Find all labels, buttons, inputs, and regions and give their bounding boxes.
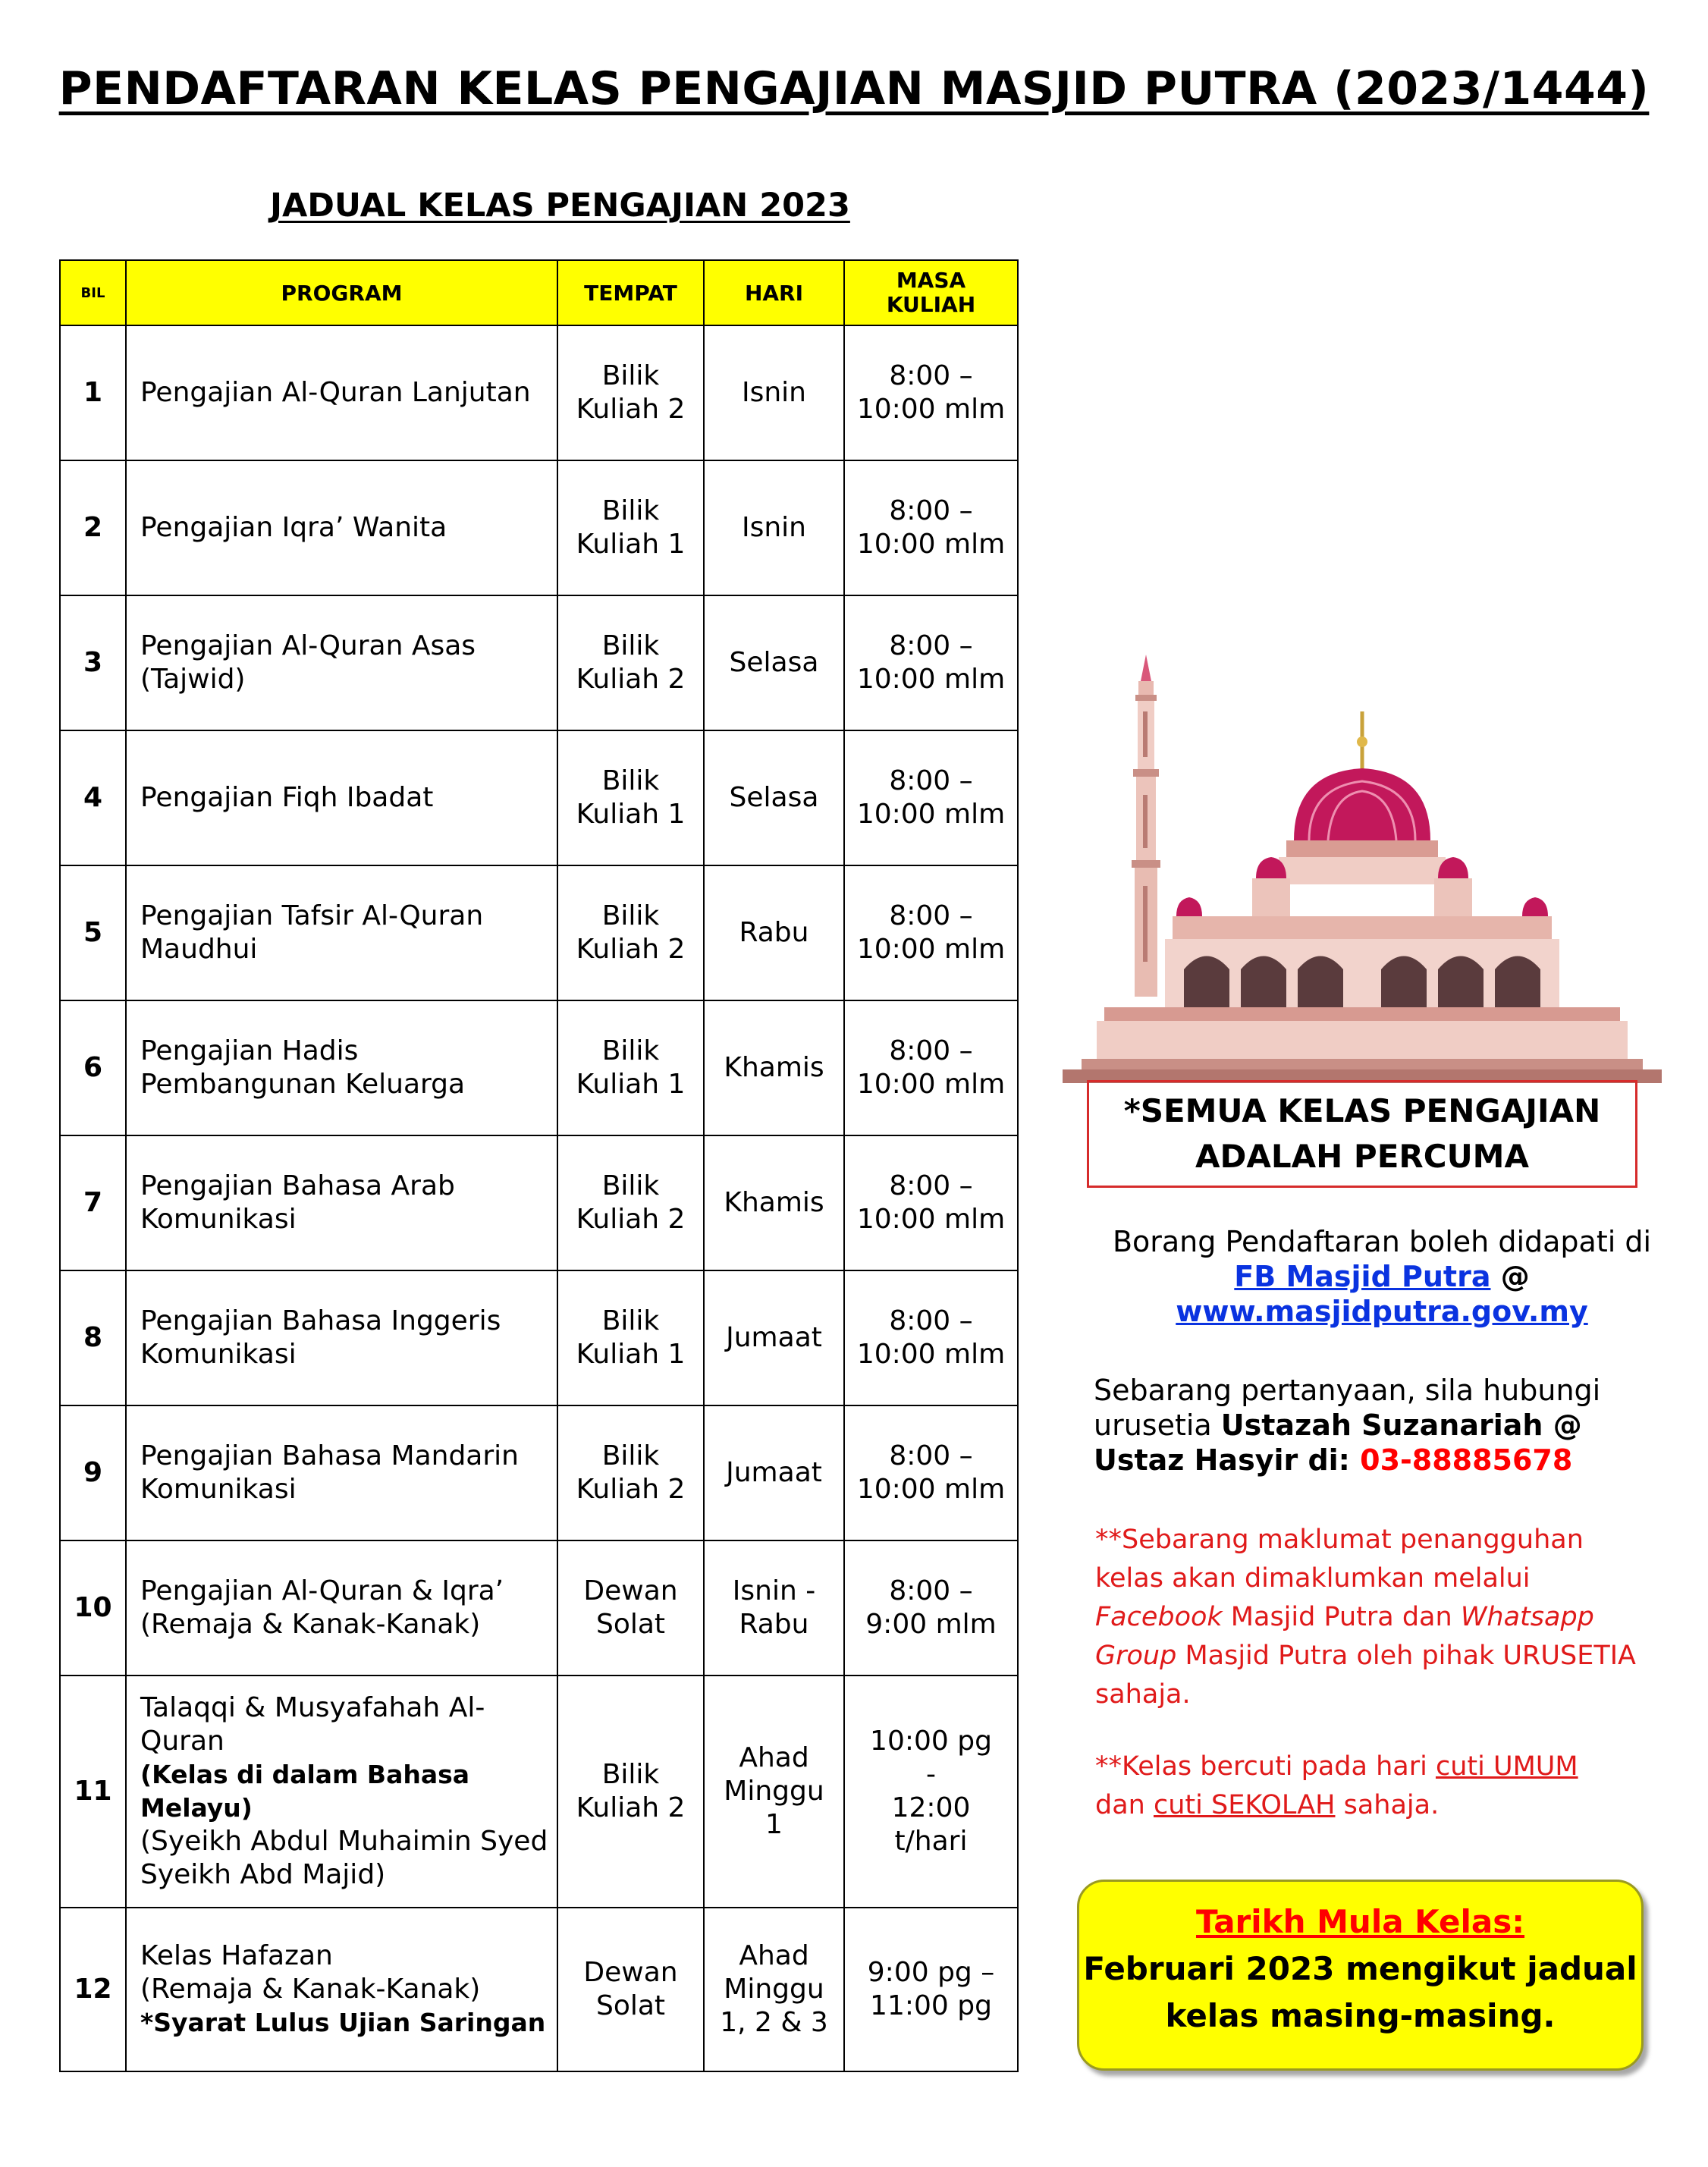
cell-tempat [557,1675,704,1908]
cell-bil: 7 [60,1135,126,1270]
header-masa-line2: KULIAH [886,292,976,317]
cell-program [126,1405,557,1540]
tempat-line: Kuliah 2 [576,1474,686,1505]
schedule-table [59,259,1019,2072]
masa-line: 8:00 – [889,1170,973,1201]
cell-masa [844,595,1018,730]
free-notice-line2: ADALAH PERCUMA [1195,1138,1529,1175]
note2-school-holiday: cuti SEKOLAH [1153,1790,1336,1820]
program-line: (Remaja & Kanak-Kanak) [140,1974,481,2005]
page-title: PENDAFTARAN KELAS PENGAJIAN MASJID PUTRA (2023/1444) [58,62,1650,115]
masa-line: 9:00 mlm [865,1609,997,1640]
cell-program [126,1675,557,1908]
masa-line: 8:00 – [889,630,973,661]
hari-line: Jumaat [726,1457,822,1488]
main-dome [1279,711,1446,884]
schedule-subtitle: JADUAL KELAS PENGAJIAN 2023 [270,187,850,225]
hari-line: Khamis [724,1187,824,1218]
tempat-line: Kuliah 2 [576,664,686,695]
cell-tempat [557,730,704,865]
hari-line: Selasa [729,647,819,678]
tempat-line: Kuliah 1 [576,529,686,560]
table-row [60,1270,1018,1405]
cell-tempat [557,325,704,460]
note2-dan: dan [1095,1790,1154,1820]
free-notice-line1: *SEMUA KELAS PENGAJIAN [1123,1092,1601,1129]
note1-line2: kelas akan dimaklumkan melalui [1095,1563,1531,1594]
cell-program [126,595,557,730]
tempat-line: Bilik [601,360,660,391]
contact-info [1094,1373,1670,1478]
cell-tempat [557,1908,704,2071]
program-note: *Syarat Lulus Ujian Saringan [140,2008,546,2037]
hari-line: Rabu [739,1609,809,1640]
hari-line: Ahad [739,1940,809,1971]
table-row [60,865,1018,1000]
cell-masa [844,1000,1018,1135]
program-line: Syeikh Abd Majid) [140,1859,386,1890]
program-line: Talaqqi & Musyafahah Al- [140,1692,485,1723]
contact-name-1: Ustazah Suzanariah @ [1220,1409,1582,1442]
cell-program [126,1000,557,1135]
tempat-line: Bilik [601,630,660,661]
table-row [60,1135,1018,1270]
tempat-line: Solat [595,1990,666,2021]
cell-hari [704,1000,844,1135]
header-hari: HARI [704,260,844,325]
table-row [60,1908,1018,2071]
cell-masa [844,1135,1018,1270]
cell-program [126,1270,557,1405]
table-row [60,1675,1018,1908]
contact-line2-plain: urusetia [1094,1409,1221,1442]
hari-line: Minggu [724,1776,824,1807]
cell-bil: 10 [60,1540,126,1675]
cell-bil: 9 [60,1405,126,1540]
program-line: Pengajian Bahasa Arab [140,1170,455,1201]
hari-line: Rabu [739,917,809,948]
hari-line: Selasa [729,782,819,813]
note1-whatsapp: Whatsapp [1460,1602,1594,1632]
header-tempat: TEMPAT [557,260,704,325]
cell-program [126,1135,557,1270]
cell-tempat [557,865,704,1000]
tempat-line: Kuliah 2 [576,934,686,965]
table-header-row [60,260,1018,325]
masa-line: 8:00 – [889,765,973,796]
tempat-line: Solat [595,1609,666,1640]
cell-program [126,1908,557,2071]
cell-masa [844,865,1018,1000]
cell-masa [844,1405,1018,1540]
cell-tempat [557,1405,704,1540]
minaret [1132,655,1160,997]
program-line: Kelas Hafazan [140,1940,333,1971]
tempat-line: Bilik [601,495,660,526]
cell-hari [704,1540,844,1675]
masa-line: 10:00 mlm [856,934,1006,965]
cell-bil: 11 [60,1675,126,1908]
cell-masa [844,1270,1018,1405]
mosque-illustration [1059,651,1666,1085]
masa-line: 10:00 mlm [856,799,1006,830]
cell-hari [704,1405,844,1540]
masa-line: - [926,1759,936,1790]
note1-line4: Masjid Putra oleh pihak URUSETIA [1176,1641,1636,1671]
program-line: Pengajian Al-Quran Asas [140,630,476,661]
masa-line: 10:00 mlm [856,529,1006,560]
cell-hari [704,1270,844,1405]
tempat-line: Bilik [601,1170,660,1201]
cell-bil: 8 [60,1270,126,1405]
cell-bil: 3 [60,595,126,730]
table-row [60,325,1018,460]
cell-hari [704,595,844,730]
hari-line: Isnin [741,377,806,408]
start-date-box [1077,1880,1644,2071]
cell-hari [704,1675,844,1908]
cell-masa [844,325,1018,460]
tempat-line: Kuliah 2 [576,1792,686,1823]
masa-line: 9:00 pg – [867,1957,995,1988]
cell-tempat [557,1000,704,1135]
hari-line: Khamis [724,1052,824,1083]
registration-text: Borang Pendaftaran boleh didapati di [1112,1225,1652,1258]
note2-prefix: **Kelas bercuti pada hari [1095,1751,1436,1782]
program-line: Pengajian Hadis [140,1035,359,1066]
table-row [60,595,1018,730]
fb-masjid-putra-link[interactable]: FB Masjid Putra [1234,1260,1491,1293]
masa-line: 8:00 – [889,1305,973,1336]
hari-line: Isnin - [732,1575,816,1606]
cell-hari [704,460,844,595]
cell-bil: 1 [60,325,126,460]
hari-line: 1 [765,1809,783,1840]
program-line: Komunikasi [140,1474,297,1505]
program-line: Quran [140,1726,224,1757]
tempat-line: Kuliah 1 [576,1069,686,1100]
hari-line: Jumaat [726,1322,822,1353]
cell-bil: 4 [60,730,126,865]
program-line: Pengajian Fiqh Ibadat [140,782,434,813]
table-row [60,1405,1018,1540]
tempat-line: Bilik [601,1035,660,1066]
program-line: Komunikasi [140,1339,297,1370]
header-bil: BIL [60,260,126,325]
program-line: (Remaja & Kanak-Kanak) [140,1609,481,1640]
contact-phone: 03-88885678 [1360,1443,1573,1477]
note2-suffix: sahaja. [1335,1790,1440,1820]
header-masa [844,260,1018,325]
cell-program [126,730,557,865]
table-row [60,730,1018,865]
tempat-line: Bilik [601,765,660,796]
registration-info [1094,1224,1670,1329]
postponement-note [1095,1521,1687,1714]
cell-bil: 5 [60,865,126,1000]
note1-facebook: Facebook [1095,1602,1223,1632]
masa-line: 10:00 mlm [856,394,1006,425]
table-row [60,460,1018,595]
start-date-line2: kelas masing-masing. [1165,1997,1556,2034]
masa-line: 8:00 – [889,900,973,931]
cell-masa [844,1540,1018,1675]
program-line: Pengajian Tafsir Al-Quran [140,900,484,931]
cell-program [126,325,557,460]
tempat-line: Bilik [601,1440,660,1471]
cell-bil: 2 [60,460,126,595]
hari-line: Minggu [724,1974,824,2005]
program-line: Pengajian Al-Quran & Iqra’ [140,1575,504,1606]
tempat-line: Kuliah 1 [576,799,686,830]
program-note: (Kelas di dalam Bahasa Melayu) [140,1760,470,1823]
masa-line: 8:00 – [889,1440,973,1471]
cell-masa [844,460,1018,595]
masa-line: 8:00 – [889,495,973,526]
cell-hari [704,325,844,460]
cell-masa [844,1908,1018,2071]
note1-group: Group [1095,1641,1177,1671]
start-date-title: Tarikh Mula Kelas: [1195,1903,1525,1940]
free-classes-notice [1087,1080,1637,1188]
masa-line: t/hari [894,1826,968,1857]
hari-line: Isnin [741,512,806,543]
cell-program [126,1540,557,1675]
program-line: Pengajian Bahasa Mandarin [140,1440,519,1471]
masa-line: 10:00 mlm [856,1069,1006,1100]
note2-public-holiday: cuti UMUM [1435,1751,1578,1782]
program-line: (Syeikh Abdul Muhaimin Syed [140,1826,548,1857]
start-date-line1: Februari 2023 mengikut jadual [1083,1950,1637,1987]
tempat-line: Dewan [583,1957,678,1988]
cell-bil: 12 [60,1908,126,2071]
program-line: Maudhui [140,934,258,965]
cell-hari [704,730,844,865]
masa-line: 8:00 – [889,360,973,391]
cell-hari [704,1908,844,2071]
cell-tempat [557,460,704,595]
at-sign: @ [1490,1260,1530,1293]
program-line: Komunikasi [140,1204,297,1235]
holiday-note [1095,1748,1687,1825]
masa-line: 11:00 pg [870,1990,992,2021]
program-line: Pembangunan Keluarga [140,1069,466,1100]
contact-name-2: Ustaz Hasyir di: [1094,1443,1361,1477]
cell-tempat [557,1540,704,1675]
table-row [60,1540,1018,1675]
masa-line: 8:00 – [889,1575,973,1606]
hari-line: 1, 2 & 3 [720,2007,828,2038]
tempat-line: Bilik [601,1305,660,1336]
table-row [60,1000,1018,1135]
tempat-line: Bilik [601,1759,660,1790]
tempat-line: Kuliah 2 [576,1204,686,1235]
header-masa-line1: MASA [896,268,966,293]
masa-line: 12:00 [891,1792,971,1823]
header-program: PROGRAM [126,260,557,325]
hari-line: Ahad [739,1742,809,1773]
cell-masa [844,1675,1018,1908]
masa-line: 10:00 mlm [856,664,1006,695]
masa-line: 10:00 pg [870,1726,992,1757]
program-line: (Tajwid) [140,664,246,695]
note1-line5: sahaja. [1095,1679,1191,1710]
masa-line: 10:00 mlm [856,1339,1006,1370]
tempat-line: Kuliah 2 [576,394,686,425]
masa-line: 10:00 mlm [856,1474,1006,1505]
masa-line: 8:00 – [889,1035,973,1066]
program-line: Pengajian Al-Quran Lanjutan [140,377,531,408]
tempat-line: Bilik [601,900,660,931]
cell-hari [704,865,844,1000]
cell-program [126,460,557,595]
cell-tempat [557,1270,704,1405]
note1-line1: **Sebarang maklumat penangguhan [1095,1525,1584,1555]
masa-line: 10:00 mlm [856,1204,1006,1235]
website-link[interactable]: www.masjidputra.gov.my [1176,1295,1588,1328]
program-line: Pengajian Bahasa Inggeris [140,1305,501,1336]
cell-tempat [557,1135,704,1270]
cell-hari [704,1135,844,1270]
program-line: Pengajian Iqra’ Wanita [140,512,447,543]
cell-tempat [557,595,704,730]
cell-masa [844,730,1018,865]
contact-line1: Sebarang pertanyaan, sila hubungi [1094,1374,1601,1407]
cell-bil: 6 [60,1000,126,1135]
note1-line3: Masjid Putra dan [1222,1602,1461,1632]
tempat-line: Kuliah 1 [576,1339,686,1370]
cell-program [126,865,557,1000]
tempat-line: Dewan [583,1575,678,1606]
